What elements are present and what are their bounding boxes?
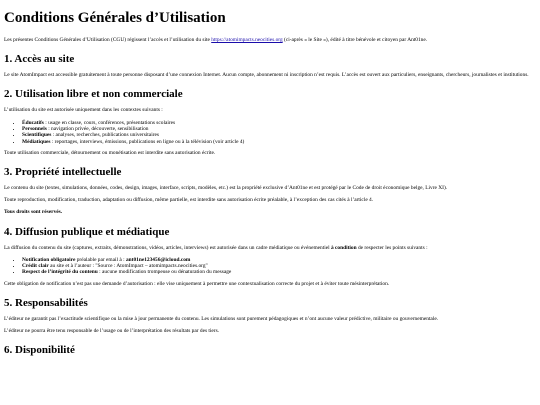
section-heading-media: 4. Diffusion publique et médiatique bbox=[4, 225, 170, 238]
list-item-term: Personnels bbox=[22, 125, 47, 132]
media-conditions-list bbox=[4, 257, 534, 276]
media-paragraph bbox=[4, 245, 534, 252]
list-item-text: au site et à l’auteur : "Source : AtomImpact – atomimpacts.neocities.org" bbox=[48, 263, 208, 270]
list-item-text: : reportages, interviews, émissions, publications en ligne ou à la télévision (voir article 4) bbox=[50, 138, 245, 145]
responsibility-paragraph-1: L’éditeur ne garantit pas l’exactitude scientifique ou la mise à jour permanente du contenu. Les simulations sont purement pédagogiques et n’ont aucune valeur prédictive, militaire ou gouvernementale. bbox=[4, 315, 439, 322]
list-item-text: : analyses, recherches, publications universitaires bbox=[51, 132, 159, 139]
section-heading-responsibility: 5. Responsabilités bbox=[4, 296, 88, 309]
section-heading-usage: 2. Utilisation libre et non commerciale bbox=[4, 88, 183, 101]
site-link[interactable]: https://atomimpacts.neocities.org bbox=[211, 37, 283, 43]
list-item bbox=[22, 269, 534, 275]
usage-list bbox=[4, 120, 534, 145]
access-paragraph: Le site AtomImpact est accessible gratuitement à toute personne disposant d’une connexion Internet. Aucun compte, abonnement ni inscription n’est requis. L’accès est ouvert aux particuliers, enseignants, chercheurs, journalistes et institutions. bbox=[4, 72, 529, 79]
responsibility-paragraph-2: L’éditeur ne pourra être tenu responsable de l’usage ou de l’interprétation des résultats par des tiers. bbox=[4, 328, 220, 335]
section-heading-ip: 3. Propriété intellectuelle bbox=[4, 166, 122, 178]
media-text-before: La diffusion du contenu du site (captures, extraits, démonstrations, vidéos, articles, interviews) est autorisée dans un cadre médiatique ou événementiel bbox=[4, 244, 331, 251]
media-outro: Cette obligation de notification n’est pas une demande d’autorisation : elle vise uniquement à permettre une contextualisation correcte du projet et à éviter toute mésinterprétation. bbox=[4, 280, 390, 287]
contact-email: ant01ne123456@icloud.com bbox=[125, 256, 191, 263]
list-item-term: Éducatifs bbox=[22, 119, 44, 126]
ip-paragraph-1: Le contenu du site (textes, simulations, données, codes, design, images, interface, scripts, modèles, etc.) est la propriété exclusive d’Ant01ne et est protégé par le Code de droit économique belge, Livre XI). bbox=[4, 185, 448, 191]
list-item-text: : navigation privée, découverte, sensibilisation bbox=[46, 125, 149, 132]
list-item-term: Médiatiques bbox=[22, 138, 51, 145]
list-item-term: Respect de l’intégrité du contenu bbox=[22, 269, 98, 276]
list-item-text: : aucune modification trompeuse ou dénaturation du message bbox=[97, 269, 232, 276]
page-title: Conditions Générales d’Utilisation bbox=[4, 10, 226, 26]
ip-paragraph-2: Toute reproduction, modification, traduction, adaptation ou diffusion, même partielle, est interdite sans autorisation écrite préalable, à l’exception des cas cités à l’article 4. bbox=[4, 197, 374, 204]
list-item-text: préalable par email à : bbox=[75, 256, 126, 263]
usage-intro: L’utilisation du site est autorisée uniquement dans les contextes suivants : bbox=[4, 107, 163, 114]
section-heading-availability: 6. Disponibilité bbox=[4, 344, 75, 357]
media-text-after: de respecter les points suivants : bbox=[356, 244, 428, 251]
usage-outro: Toute utilisation commerciale, détournement ou monétisation est interdite sans autorisation écrite. bbox=[4, 149, 216, 156]
list-item-term: Scientifiques bbox=[22, 132, 52, 139]
rights-reserved-text: Tous droits sont réservés. bbox=[4, 209, 63, 216]
intro-text-before: Les présentes Conditions Générales d’Utilisation (CGU) régissent l’accès et l’utilisation du site bbox=[4, 37, 212, 43]
section-heading-access: 1. Accès au site bbox=[4, 53, 75, 66]
media-text-bold: à condition bbox=[330, 244, 357, 251]
rights-reserved bbox=[4, 209, 534, 216]
list-item-text: : usage en classe, cours, conférences, présentations scolaires bbox=[43, 119, 176, 126]
list-item bbox=[22, 139, 534, 145]
list-item-term: Crédit clair bbox=[22, 263, 49, 270]
intro-text-after: (ci-après « le Site »), édité à titre bénévole et citoyen par Ant01ne. bbox=[282, 37, 428, 43]
list-item-term: Notification obligatoire bbox=[22, 256, 76, 263]
intro-paragraph bbox=[4, 37, 534, 44]
